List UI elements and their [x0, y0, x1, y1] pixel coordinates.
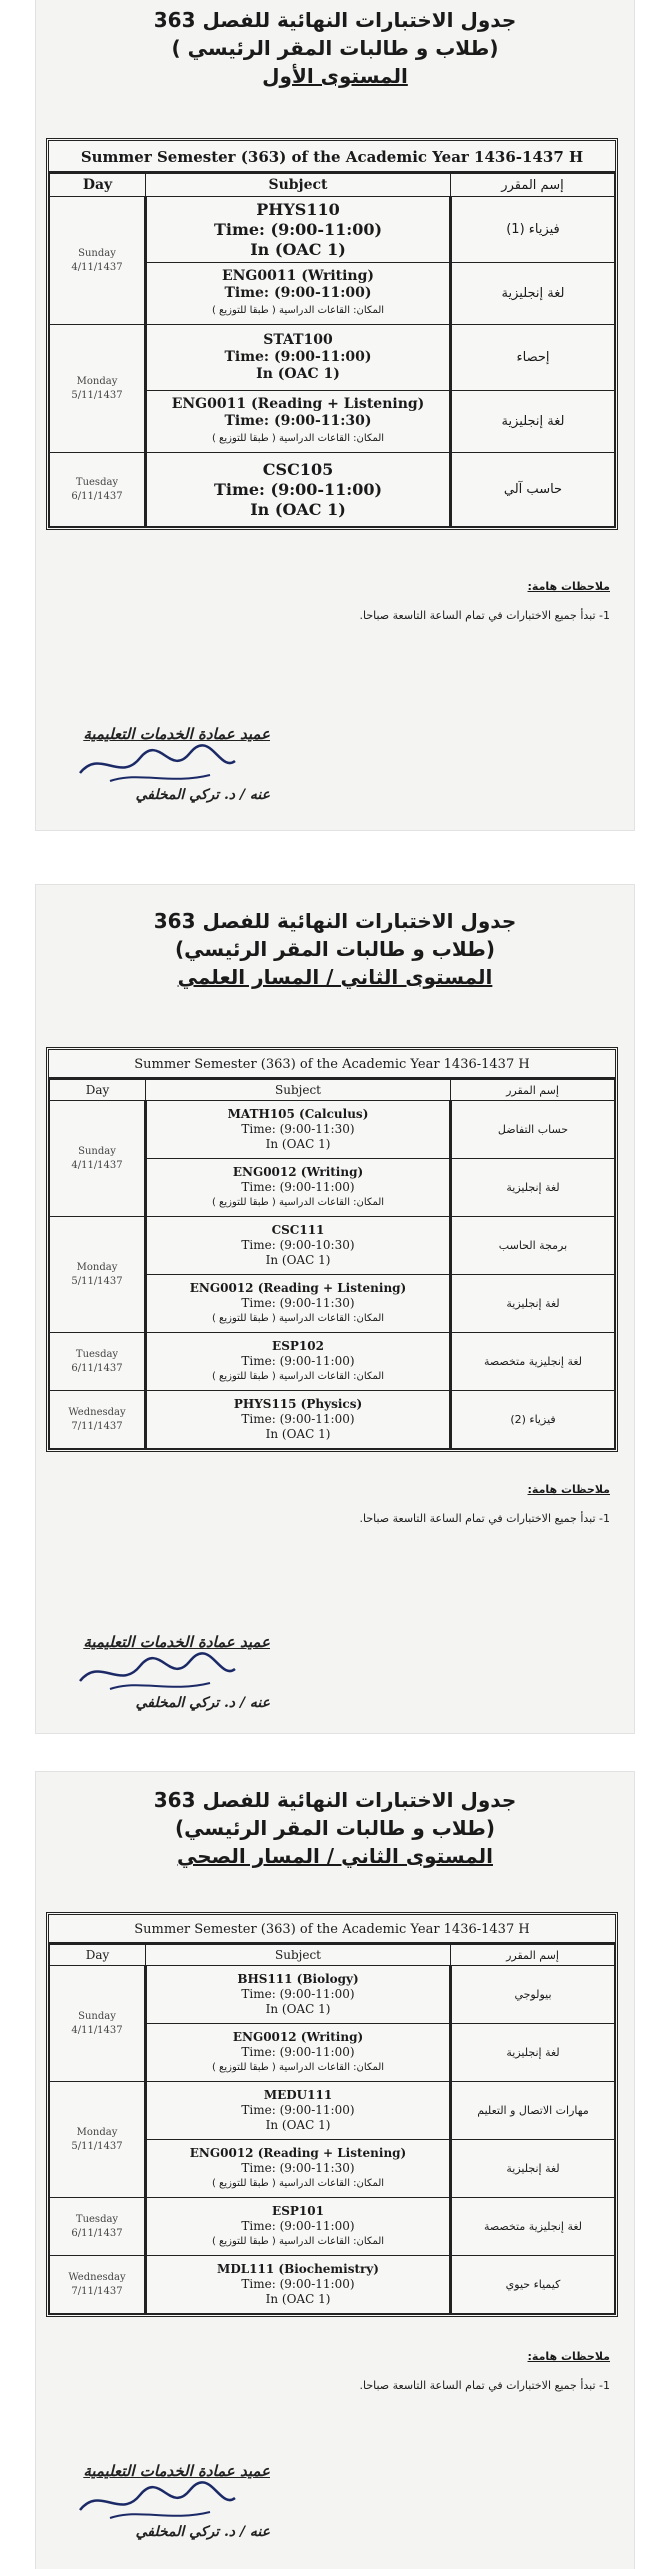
- subject-cell: [146, 1217, 451, 1275]
- day-cell: Sunday 4/11/1437: [50, 1966, 146, 2082]
- subject-code: ENG0012 (Writing): [232, 1165, 364, 1179]
- table-row: [50, 2198, 615, 2256]
- arabic-course-name: لغة إنجليزية: [451, 2140, 615, 2198]
- sheet-subtitle: (طلاب و طالبات المقر الرئيسي): [175, 1816, 495, 1840]
- table-row: [50, 2256, 615, 2314]
- subject-location: المكان: القاعات الدراسية ( طبقا للتوزيع ): [211, 2236, 385, 2247]
- subject-code: STAT100: [263, 332, 333, 348]
- exam-table: [49, 1944, 615, 2314]
- arabic-course-name: لغة إنجليزية: [451, 1275, 615, 1333]
- subject-time: Time: (9:00-11:00): [213, 479, 383, 499]
- exam-table-frame: [46, 138, 618, 530]
- subject-cell: [146, 1101, 451, 1159]
- notes-item: 1- تبدأ جميع الاختبارات في تمام الساعة التاسعة صباحا.: [359, 2379, 610, 2392]
- arabic-course-name: حساب التفاضل: [451, 1101, 615, 1159]
- subject-location: In (OAC 1): [265, 2118, 331, 2132]
- signature-scribble: [50, 743, 270, 787]
- subject-time: Time: (9:00-11:30): [241, 1122, 355, 1136]
- exam-table-frame: [46, 1912, 618, 2317]
- subject-time: Time: (9:00-11:30): [241, 1296, 355, 1310]
- sheet-level: المستوى الأول: [262, 64, 408, 88]
- subject-time: Time: (9:00-11:00): [241, 2277, 355, 2291]
- subject-cell: [146, 1275, 451, 1333]
- subject-cell: [146, 2256, 451, 2314]
- subject-location: المكان: القاعات الدراسية ( طبقا للتوزيع ): [211, 433, 385, 444]
- signature-scribble: [50, 2480, 270, 2524]
- subject-time: Time: (9:00-11:00): [213, 219, 383, 239]
- col-day-header: Day: [50, 174, 146, 197]
- subject-time: Time: (9:00-11:00): [241, 1180, 355, 1194]
- subject-cell: [146, 1966, 451, 2024]
- subject-code: MEDU111: [263, 2088, 333, 2102]
- table-row: [50, 1101, 615, 1159]
- signature-name: عنه / د. تركي المخلفي: [135, 1695, 270, 1711]
- subject-code: ENG0011 (Writing): [221, 268, 375, 284]
- arabic-course-name: حاسب آلي: [451, 453, 615, 527]
- subject-time: Time: (9:00-11:00): [224, 349, 372, 365]
- day-cell: Tuesday 6/11/1437: [50, 2198, 146, 2256]
- day-cell: Monday 5/11/1437: [50, 325, 146, 453]
- subject-location: المكان: القاعات الدراسية ( طبقا للتوزيع ): [211, 305, 385, 316]
- subject-cell: [146, 1333, 451, 1391]
- subject-cell: [146, 325, 451, 391]
- table-row: [50, 325, 615, 391]
- notes-title: ملاحظات هامة:: [527, 1483, 610, 1496]
- subject-code: ENG0012 (Reading + Listening): [189, 2146, 407, 2160]
- subject-cell: [146, 263, 451, 325]
- subject-code: CSC111: [271, 1223, 325, 1237]
- arabic-course-name: لغة إنجليزية: [451, 1159, 615, 1217]
- subject-time: Time: (9:00-11:00): [224, 285, 372, 301]
- arabic-course-name: لغة إنجليزية: [451, 263, 615, 325]
- subject-cell: [146, 2024, 451, 2082]
- sheet-title: جدول الاختبارات النهائية للفصل 363: [153, 1788, 517, 1812]
- day-cell: Monday 5/11/1437: [50, 1217, 146, 1333]
- subject-time: Time: (9:00-11:30): [241, 2161, 355, 2175]
- table-row: [50, 1391, 615, 1449]
- col-subject-header: Subject: [146, 1080, 451, 1101]
- schedule-sheet-level-1: [36, 0, 634, 830]
- arabic-course-name: برمجة الحاسب: [451, 1217, 615, 1275]
- subject-location: المكان: القاعات الدراسية ( طبقا للتوزيع ): [211, 1197, 385, 1208]
- sheet-subtitle: (طلاب و طالبات المقر الرئيسي): [175, 937, 495, 961]
- notes-title: ملاحظات هامة:: [527, 2350, 610, 2363]
- signature-block: [50, 2462, 270, 2540]
- col-arabic-header: إسم المقرر: [451, 1945, 615, 1966]
- subject-location: In (OAC 1): [256, 366, 340, 382]
- signature-block: [50, 1633, 270, 1711]
- subject-code: MATH105 (Calculus): [227, 1107, 369, 1121]
- notes-item: 1- تبدأ جميع الاختبارات في تمام الساعة التاسعة صباحا.: [359, 1512, 610, 1525]
- sheet-level: المستوى الثاني / المسار العلمي: [177, 965, 493, 989]
- sheet-subtitle: (طلاب و طالبات المقر الرئيسي ): [171, 36, 499, 60]
- day-cell: Sunday 4/11/1437: [50, 1101, 146, 1217]
- signature-name: عنه / د. تركي المخلفي: [135, 787, 270, 803]
- notes: [60, 580, 610, 622]
- subject-time: Time: (9:00-11:00): [241, 1412, 355, 1426]
- col-day-header: Day: [50, 1945, 146, 1966]
- notes-item: 1- تبدأ جميع الاختبارات في تمام الساعة التاسعة صباحا.: [359, 609, 610, 622]
- signature-title: عميد عمادة الخدمات التعليمية: [83, 1633, 270, 1651]
- notes: [60, 1483, 610, 1525]
- arabic-course-name: مهارات الاتصال و التعليم: [451, 2082, 615, 2140]
- subject-code: CSC105: [262, 459, 334, 479]
- col-arabic-header: إسم المقرر: [451, 1080, 615, 1101]
- table-row: [50, 2082, 615, 2140]
- subject-location: المكان: القاعات الدراسية ( طبقا للتوزيع ): [211, 2062, 385, 2073]
- table-row: [50, 453, 615, 527]
- sheet-titles: [36, 0, 634, 90]
- subject-location: المكان: القاعات الدراسية ( طبقا للتوزيع ): [211, 1371, 385, 1382]
- day-cell: Wednesday 7/11/1437: [50, 2256, 146, 2314]
- subject-location: In (OAC 1): [265, 2292, 331, 2306]
- schedule-sheet-level-2-science: [36, 885, 634, 1733]
- subject-code: ESP102: [272, 1339, 324, 1353]
- exam-table-frame: [46, 1047, 618, 1452]
- signature-scribble: [50, 1651, 270, 1695]
- notes-title: ملاحظات هامة:: [527, 580, 610, 593]
- signature-block: [50, 725, 270, 803]
- subject-time: Time: (9:00-11:00): [241, 2045, 355, 2059]
- arabic-course-name: لغة إنجليزية متخصصة: [451, 1333, 615, 1391]
- sheet-titles: [36, 1772, 634, 1870]
- sheet-level: المستوى الثاني / المسار الصحي: [177, 1844, 493, 1868]
- subject-code: ENG0011 (Reading + Listening): [171, 396, 425, 412]
- table-row: [50, 1217, 615, 1275]
- arabic-course-name: لغة إنجليزية متخصصة: [451, 2198, 615, 2256]
- subject-location: المكان: القاعات الدراسية ( طبقا للتوزيع ): [211, 2178, 385, 2189]
- signature-title: عميد عمادة الخدمات التعليمية: [83, 725, 270, 743]
- sheet-titles: [36, 885, 634, 991]
- col-arabic-header: إسم المقرر: [451, 174, 615, 197]
- subject-time: Time: (9:00-11:00): [241, 1987, 355, 2001]
- subject-time: Time: (9:00-10:30): [241, 1238, 355, 1252]
- day-cell: Tuesday 6/11/1437: [50, 453, 146, 527]
- subject-time: Time: (9:00-11:30): [224, 413, 372, 429]
- arabic-course-name: فيزياء (2): [451, 1391, 615, 1449]
- semester-header: Summer Semester (363) of the Academic Year 1436-1437 H: [49, 1050, 615, 1079]
- arabic-course-name: لغة إنجليزية: [451, 2024, 615, 2082]
- subject-cell: [146, 2082, 451, 2140]
- subject-code: PHYS110: [256, 199, 340, 219]
- semester-header: Summer Semester (363) of the Academic Year 1436-1437 H: [49, 141, 615, 173]
- table-row: [50, 1333, 615, 1391]
- subject-code: ENG0012 (Reading + Listening): [189, 1281, 407, 1295]
- arabic-course-name: كيمياء حيوي: [451, 2256, 615, 2314]
- col-subject-header: Subject: [146, 174, 451, 197]
- day-cell: Wednesday 7/11/1437: [50, 1391, 146, 1449]
- subject-code: BHS111 (Biology): [237, 1972, 359, 1986]
- subject-cell: [146, 1391, 451, 1449]
- table-row: [50, 197, 615, 263]
- sheet-title: جدول الاختبارات النهائية للفصل 363: [153, 8, 517, 32]
- table-row: [50, 1966, 615, 2024]
- signature-name: عنه / د. تركي المخلفي: [135, 2524, 270, 2540]
- subject-code: ENG0012 (Writing): [232, 2030, 364, 2044]
- subject-location: In (OAC 1): [250, 239, 346, 259]
- arabic-course-name: بيولوجي: [451, 1966, 615, 2024]
- day-cell: Monday 5/11/1437: [50, 2082, 146, 2198]
- subject-time: Time: (9:00-11:00): [241, 2219, 355, 2233]
- notes: [60, 2350, 610, 2392]
- semester-header: Summer Semester (363) of the Academic Year 1436-1437 H: [49, 1915, 615, 1944]
- subject-cell: [146, 1159, 451, 1217]
- subject-location: In (OAC 1): [250, 499, 346, 519]
- day-cell: Sunday 4/11/1437: [50, 197, 146, 325]
- subject-cell: [146, 453, 451, 527]
- subject-location: In (OAC 1): [265, 2002, 331, 2016]
- signature-title: عميد عمادة الخدمات التعليمية: [83, 2462, 270, 2480]
- subject-cell: [146, 2198, 451, 2256]
- subject-cell: [146, 391, 451, 453]
- subject-code: PHYS115 (Physics): [233, 1397, 363, 1411]
- col-day-header: Day: [50, 1080, 146, 1101]
- subject-cell: [146, 2140, 451, 2198]
- exam-table: [49, 1079, 615, 1449]
- sheet-title: جدول الاختبارات النهائية للفصل 363: [153, 909, 517, 933]
- subject-code: MDL111 (Biochemistry): [217, 2262, 379, 2276]
- arabic-course-name: لغة إنجليزية: [451, 391, 615, 453]
- subject-time: Time: (9:00-11:00): [241, 2103, 355, 2117]
- subject-location: المكان: القاعات الدراسية ( طبقا للتوزيع ): [211, 1313, 385, 1324]
- subject-cell: [146, 197, 451, 263]
- subject-location: In (OAC 1): [265, 1427, 331, 1441]
- col-subject-header: Subject: [146, 1945, 451, 1966]
- schedule-sheet-level-2-health: [36, 1772, 634, 2569]
- subject-location: In (OAC 1): [265, 1253, 331, 1267]
- exam-table: [49, 173, 615, 527]
- subject-location: In (OAC 1): [265, 1137, 331, 1151]
- subject-code: ESP101: [272, 2204, 324, 2218]
- arabic-course-name: فيزياء (1): [451, 197, 615, 263]
- arabic-course-name: إحصاء: [451, 325, 615, 391]
- subject-time: Time: (9:00-11:00): [241, 1354, 355, 1368]
- day-cell: Tuesday 6/11/1437: [50, 1333, 146, 1391]
